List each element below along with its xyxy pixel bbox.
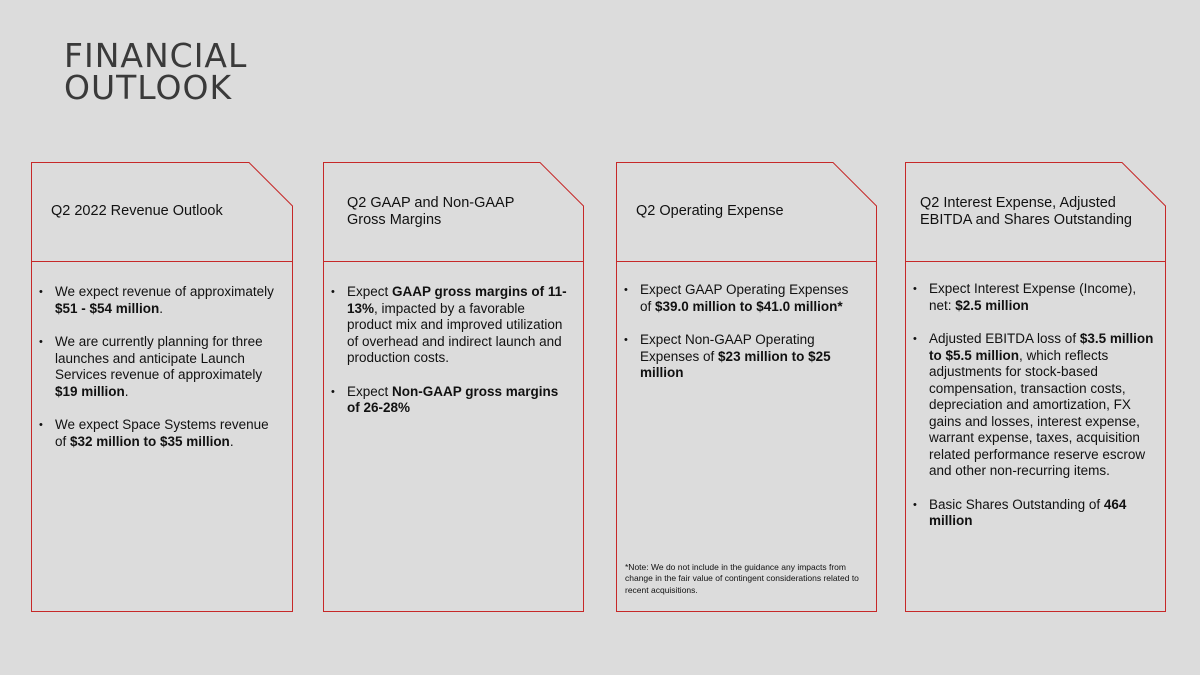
card-body: [905, 262, 1166, 612]
card-heading: Q2 Interest Expense, Adjusted EBITDA and Shares Outstanding: [920, 194, 1132, 228]
card-revenue-outlook: [31, 162, 293, 612]
bullet-item: • Expect Non-GAAP gross margins of 26-28%: [331, 384, 570, 417]
bullet-item: • Expect GAAP Operating Expenses of $39.0 million to $41.0 million*: [624, 282, 863, 315]
card-interest-ebitda-shares: [905, 162, 1166, 612]
card-operating-expense: [616, 162, 877, 612]
card-body: [31, 262, 293, 612]
card-body: [323, 262, 584, 612]
card-heading: Q2 Operating Expense: [636, 203, 784, 219]
card-heading: Q2 2022 Revenue Outlook: [51, 203, 223, 219]
bullet-item: • Basic Shares Outstanding of 464 million: [913, 497, 1154, 530]
bullet-list: [39, 284, 279, 450]
card-gross-margins: [323, 162, 584, 612]
bullet-list: [331, 284, 570, 417]
footnote: *Note: We do not include in the guidance any impacts from change in the fair value of contingent considerations related to recent acquisitions.: [625, 561, 859, 595]
bullet-item: • We expect revenue of approximately $51 - $54 million.: [39, 284, 279, 317]
bullet-list: [624, 282, 863, 382]
page-title-line-1: FINANCIAL: [64, 36, 248, 75]
bullet-item: • Expect Non-GAAP Operating Expenses of $23 million to $25 million: [624, 332, 863, 382]
bullet-item: • Expect Interest Expense (Income), net: $2.5 million: [913, 281, 1154, 314]
page-title-line-2: OUTLOOK: [64, 68, 233, 107]
bullet-item: • We expect Space Systems revenue of $32 million to $35 million.: [39, 417, 279, 450]
bullet-item: • We are currently planning for three launches and anticipate Launch Services revenue of approximately $19 million.: [39, 334, 279, 400]
card-body: [616, 262, 877, 612]
bullet-item: • Adjusted EBITDA loss of $3.5 million to $5.5 million, which reflects adjustments for stock-based compensation, transaction costs, depreciation and amortization, FX gains and losses, interest expense, warrant expense, taxes, acquisition related performance reserve escrow and other non-recurring items.: [913, 331, 1154, 480]
bullet-list: [913, 281, 1154, 530]
bullet-item: • Expect GAAP gross margins of 11-13%, impacted by a favorable product mix and improved utilization of overhead and indirect launch and production costs.: [331, 284, 570, 367]
card-heading: Q2 GAAP and Non-GAAP Gross Margins: [347, 194, 515, 228]
page-title: [64, 36, 248, 107]
